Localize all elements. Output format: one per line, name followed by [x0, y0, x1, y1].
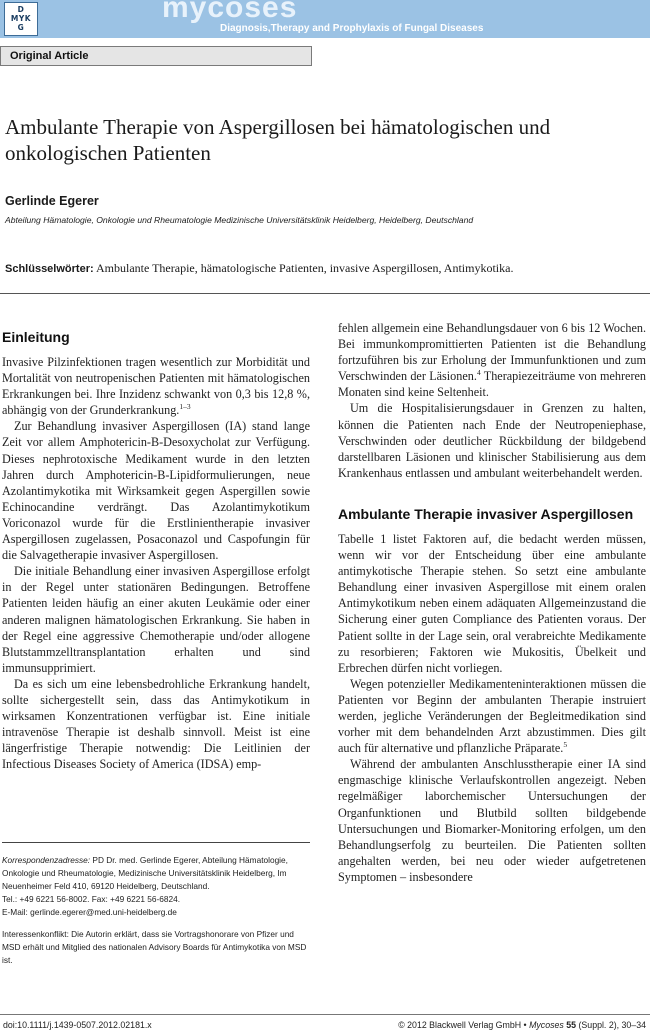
article-type-bar — [0, 46, 312, 66]
phone-fax: Tel.: +49 6221 56-8002. Fax: +49 6221 56-6824. — [2, 894, 181, 904]
paragraph: Zur Behandlung invasiver Aspergillosen (IA) stand lange Zeit vor allem Amphotericin-B-Desoxycholat zur Verfügung. Dieses nephrotoxische Medikament wurde in den letzten Jahren durch Amphotericin-B-Lipidformulierungen, neue Azolantimykotika mit Wirksamkeit gegen Aspergillen sowie Echinocandine verdrängt. Das Azolantimykotikum Voriconazol wurde für die Erstlinientherapie invasiver Aspergillosen zugelassen, Posaconazol und Caspofungin für die Salvagetherapie invasiver Aspergillosen. — [2, 419, 310, 563]
paragraph: Die initiale Behandlung einer invasiven Aspergillose erfolgt in der Regel unter stationären Bedingungen. Betroffene Patienten leiden häufig an einer akuten Leukämie oder einer anderen malignen hämatologischen Erkrankung. Sie haben in der Regel eine aggressive Chemotherapie und/oder allogene Blutstammzelltransplantation erhalten und sind immunsupprimiert. — [2, 564, 310, 675]
citation-ref: 1–3 — [179, 402, 191, 412]
paragraph: Während der ambulanten Anschlusstherapie einer IA sind engmaschige klinische Verlaufskontrollen angezeigt. Neben regelmäßiger laborchemischer Untersuchungen der Organfunktionen und Blutbild sollten bildgebende Untersuchungen und Biomarker-Monitoring erfolgen, um den Behandlungserfolg zu beurteilen. Die Patienten sollten angehalten werden, bei neu oder wieder aufgetretenen Symptomen – insbesondere — [338, 757, 646, 884]
paragraph-text: Wegen potenzieller Medikamenteninteraktionen müssen die Patienten vor Beginn der ambulanten Therapie instruiert werden, jegliche Veränderungen der Begleitmedikation sind vorher mit dem behandelnden Arzt abzustimmen. Dies gilt auch für alternative und pflanzliche Präparate. — [338, 676, 646, 756]
paragraph — [2, 354, 310, 418]
section-heading-ambulante-therapie: Ambulante Therapie invasiver Aspergillosen — [338, 505, 634, 522]
paragraph: Tabelle 1 listet Faktoren auf, die bedacht werden müssen, wenn wir vor der Entscheidung über eine ambulante antimykotische Therapie stehen. So setzt eine ambulante Behandlung einer invasiven Aspergillose mit einem oralen Antimykotikum neben einem adäquaten Allgemeinzustand die Sicherung einer guten Compliance des Patienten voraus. Der Patient sollte in der Lage sein, oral verabreichte Medikamente zu resorbieren; Faktoren wie Mukositis, Übelkeit und Erbrechen dürfen nicht vorliegen. — [338, 531, 646, 675]
journal-citation — [398, 1020, 646, 1030]
volume: 55 — [566, 1020, 577, 1030]
journal-banner — [0, 0, 650, 38]
correspondence-label: Korrespondenzadresse: — [2, 855, 91, 865]
footnote-divider — [2, 842, 310, 843]
copyright: © 2012 Blackwell Verlag GmbH • — [398, 1020, 527, 1030]
logo-line: MYK — [10, 14, 32, 23]
journal-name: mycoses — [162, 0, 298, 24]
logo-line: G — [17, 23, 25, 32]
footer-divider — [0, 1014, 650, 1015]
paragraph-text: Invasive Pilzinfektionen tragen wesentlich zur Morbidität und Mortalität von neutropenischen Patienten mit hämatologischen Erkrankungen bei. Ihre Inzidenz schwankt von 0,3 bis 12,8 %, abhängig von der Grunderkrankung. — [2, 355, 310, 418]
doi: doi:10.1111/j.1439-0507.2012.02181.x — [3, 1020, 152, 1030]
issue-pages: (Suppl. 2), 30–34 — [578, 1020, 646, 1030]
right-column — [338, 320, 646, 885]
section-heading-einleitung: Einleitung — [2, 329, 70, 345]
correspondence-footnote — [2, 854, 310, 919]
paragraph: Um die Hospitalisierungsdauer in Grenzen zu halten, können die Patienten nach Ende der Neutropeniephase, Verschwinden oder deutlicher Rückbildung der bildgebend darstellbaren Läsionen und klinischer Stabilisierung aus dem Krankenhaus entlassen und ambulant weiterbehandelt werden. — [338, 401, 646, 480]
correspondence-text: PD Dr. med. Gerlinde Egerer, Abteilung Hämatologie, Onkologie und Rheumatologie, Medizinische Universitätsklinik Heidelberg, Im Neuenheimer Feld 410, 69120 Heidelberg, Deutschland. — [2, 855, 288, 891]
citation-ref: 5 — [563, 740, 568, 750]
email: E-Mail: gerlinde.egerer@med.uni-heidelberg.de — [2, 907, 177, 917]
keywords — [5, 261, 513, 276]
paragraph — [338, 320, 646, 400]
conflict-of-interest: Interessenkonflikt: Die Autorin erklärt, dass sie Vortragshonorare von Pfizer und MSD erhält und Mitglied des nationalen Advisory Boards für Antimykotika von MSD ist. — [2, 929, 307, 965]
dmykg-logo — [4, 2, 38, 36]
journal-subtitle: Diagnosis,Therapy and Prophylaxis of Fungal Diseases — [220, 23, 484, 34]
keywords-text: Ambulante Therapie, hämatologische Patienten, invasive Aspergillosen, Antimykotika. — [95, 261, 514, 275]
paragraph-text: Therapiezeiträume von mehreren Monaten sind keine Seltenheit. — [338, 369, 647, 400]
keywords-label: Schlüsselwörter: — [5, 263, 94, 275]
paragraph: Da es sich um eine lebensbedrohliche Erkrankung handelt, sollte sichergestellt sein, dass das Antimykotikum in wirksamen Konzentrationen verfügbar ist. Eine initiale intravenöse Therapie ist deshalb sinnvoll. Meist ist eine längerfristige Therapie notwendig: Die Leitlinien der Infectious Diseases Society of America (IDSA) emp- — [2, 676, 310, 772]
left-column — [2, 328, 310, 772]
paragraph-text: fehlen allgemein eine Behandlungsdauer von 6 bis 12 Wochen. Bei immunkompromittierten Patienten ist die Behandlung fortzuführen bis zur Erholung der Immunfunktionen und zum Verschwinden der Läsionen. — [338, 321, 646, 384]
paragraph — [338, 676, 646, 756]
logo-line: D — [17, 5, 25, 14]
header-divider — [0, 293, 650, 294]
author-name: Gerlinde Egerer — [5, 194, 99, 208]
journal-title: Mycoses — [529, 1020, 564, 1030]
article-title: Ambulante Therapie von Aspergillosen bei hämatologischen und onkologischen Patienten — [5, 115, 551, 165]
author-affiliation: Abteilung Hämatologie, Onkologie und Rheumatologie Medizinische Universitätsklinik Heidelberg, Heidelberg, Deutschland — [5, 215, 474, 225]
article-type-label: Original Article — [10, 50, 89, 62]
citation-ref: 4 — [476, 368, 481, 378]
